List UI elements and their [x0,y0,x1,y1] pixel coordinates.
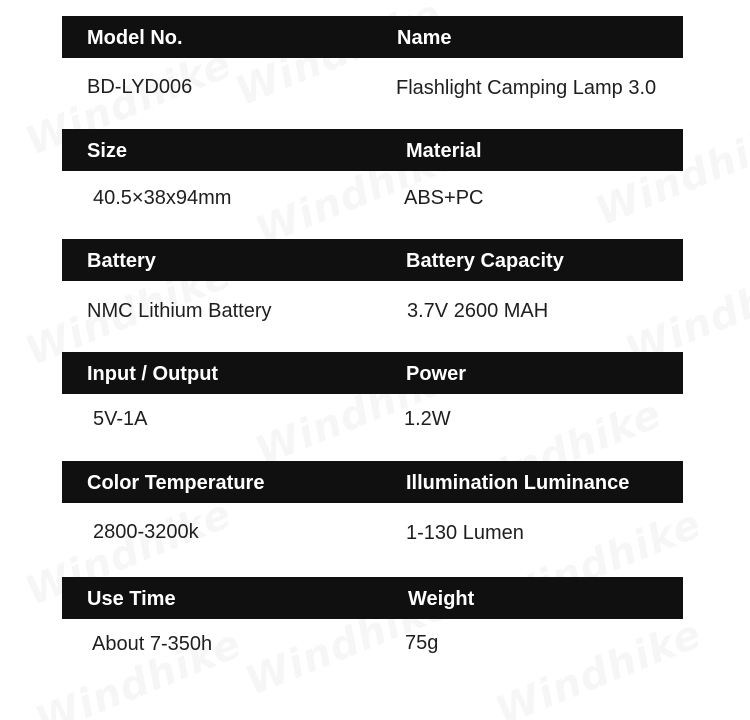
spec-label: Material [406,140,482,162]
spec-header-bar [62,239,683,281]
spec-label: Model No. [87,27,183,49]
spec-value: BD-LYD006 [87,76,193,98]
spec-value: 5V-1A [93,408,148,430]
watermark-text [489,611,708,720]
spec-value: About 7-350h [92,633,213,655]
spec-header-bar [62,129,683,171]
spec-label: Power [406,363,467,385]
spec-header-bar [62,352,683,394]
spec-label: Color Temperature [87,472,265,494]
spec-label: Input / Output [87,363,219,385]
spec-label: Battery Capacity [406,250,564,272]
spec-value: 40.5×38x94mm [93,187,232,209]
spec-label: Size [87,140,128,162]
spec-value: NMC Lithium Battery [87,300,272,322]
spec-header-bar [62,577,683,619]
spec-value: 1-130 Lumen [406,522,524,544]
spec-label: Illumination Luminance [406,472,630,494]
spec-label: Battery [87,250,156,272]
spec-label: Use Time [87,588,176,610]
spec-value: ABS+PC [404,187,484,209]
spec-label: Name [397,27,452,49]
spec-value: 75g [405,632,439,654]
spec-value: Flashlight Camping Lamp 3.0 [396,77,657,99]
spec-header-bar [62,16,683,58]
spec-value: 2800-3200k [93,521,199,543]
spec-header-bar [62,461,683,503]
spec-label: Weight [408,588,475,610]
spec-value: 1.2W [404,408,451,430]
spec-value: 3.7V 2600 MAH [407,300,549,322]
